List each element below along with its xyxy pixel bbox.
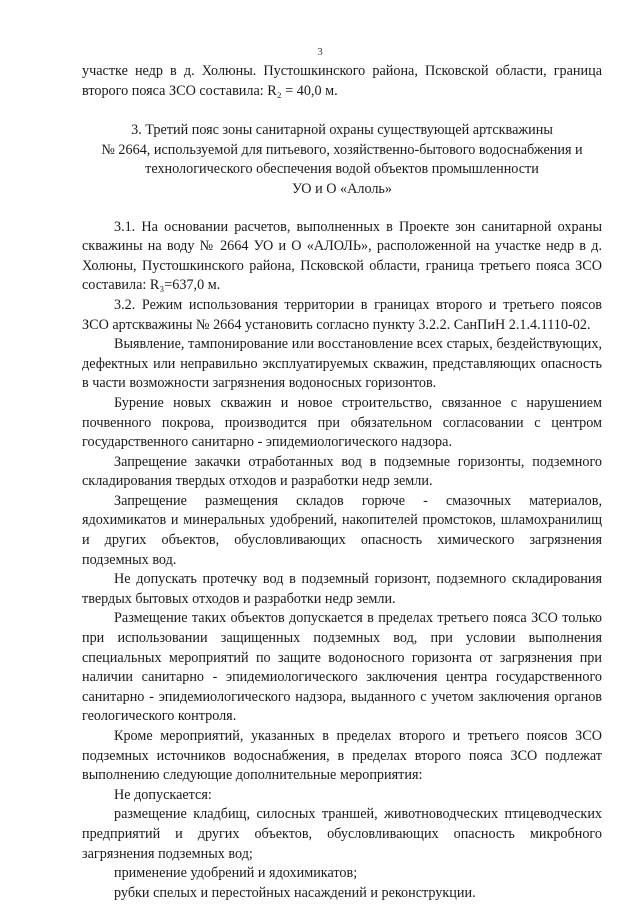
paragraph-3-1: 3.1. На основании расчетов, выполненных в Проекте зон санитарной охраны скважины на воду № 2664 УО и О «АЛОЛЬ», расположенной на участке недр в д. Холюны, Пустошкинского района, Псковской области, граница третьего пояса ЗСО составила: R₃=637,0 м. bbox=[82, 218, 602, 294]
intro-paragraph: участке недр в д. Холюны. Пустошкинского района, Псковской области, граница второго пояса ЗСО составила: R₂ = 40,0 м. bbox=[82, 63, 602, 99]
paragraph-not-allowed: Не допускается: bbox=[114, 786, 212, 803]
heading-line-3: технологического обеспечения водой объектов промышленности bbox=[145, 161, 539, 178]
heading-line-2: № 2664, используемой для питьевого, хозяйственно-бытового водоснабжения и bbox=[101, 141, 583, 158]
paragraph-fertilizers: применение удобрений и ядохимикатов; bbox=[114, 865, 358, 882]
paragraph-ban-storage: Запрещение размещения складов горюче - смазочных материалов, ядохимикатов и минеральных удобрений, накопителей промстоков, шламохранилищ и других объектов, обусловливающих опасность химического загрязнения подземных вод. bbox=[82, 492, 602, 568]
paragraph-placement: размещение кладбищ, силосных траншей, животноводческих птицеводческих предприятий и других объектов, обусловливающих опасность микробного загрязнения подземных вод; bbox=[82, 806, 602, 862]
paragraph-additional-measures: Кроме мероприятий, указанных в пределах второго и третьего поясов ЗСО подземных источников водоснабжения, в пределах второго пояса ЗСО подлежат выполнению следующие дополнительные мероприятия: bbox=[82, 728, 602, 784]
document-body bbox=[82, 62, 602, 903]
paragraph-allowed: Размещение таких объектов допускается в пределах третьего пояса ЗСО только при использовании защищенных подземных вод, при условии выполнения специальных мероприятий по защите водоносного горизонта от загрязнения при наличии санитарно - эпидемиологического заключения центра государственного санитарно - эпидемиологического надзора, выданного с учетом заключения органов геологического контроля. bbox=[82, 610, 602, 725]
section-heading bbox=[82, 121, 602, 199]
page-number: 3 bbox=[317, 46, 323, 58]
paragraph-drilling: Бурение новых скважин и новое строительство, связанное с нарушением почвенного покрова, производится при обязательном согласовании с центром государственного санитарно - эпидемиологического надзора. bbox=[82, 394, 602, 451]
paragraph-ban-discharge: Запрещение закачки отработанных вод в подземные горизонты, подземного складирования твердых отходов и разработки недр земли. bbox=[82, 453, 602, 490]
heading-line-4: УО и О «Алоль» bbox=[291, 180, 393, 197]
paragraph-no-leak: Не допускать протечку вод в подземный горизонт, подземного складирования твердых бытовых отходов и разработки недр земли. bbox=[82, 571, 602, 607]
paragraph-detection: Выявление, тампонирование или восстановление всех старых, бездействующих, дефектных или неправильно эксплуатируемых скважин, представляющих опасность в части возможности загрязнения водоносных горизонтов. bbox=[82, 336, 602, 392]
paragraph-3-2: 3.2. Режим использования территории в границах второго и третьего поясов ЗСО артскважины № 2664 установить согласно пункту 3.2.2. СанПиН 2.1.4.1110-02. bbox=[82, 296, 602, 333]
paragraph-logging: рубки спелых и перестойных насаждений и реконструкции. bbox=[114, 884, 476, 901]
heading-line-1: 3. Третий пояс зоны санитарной охраны существующей артскважины bbox=[131, 122, 553, 139]
